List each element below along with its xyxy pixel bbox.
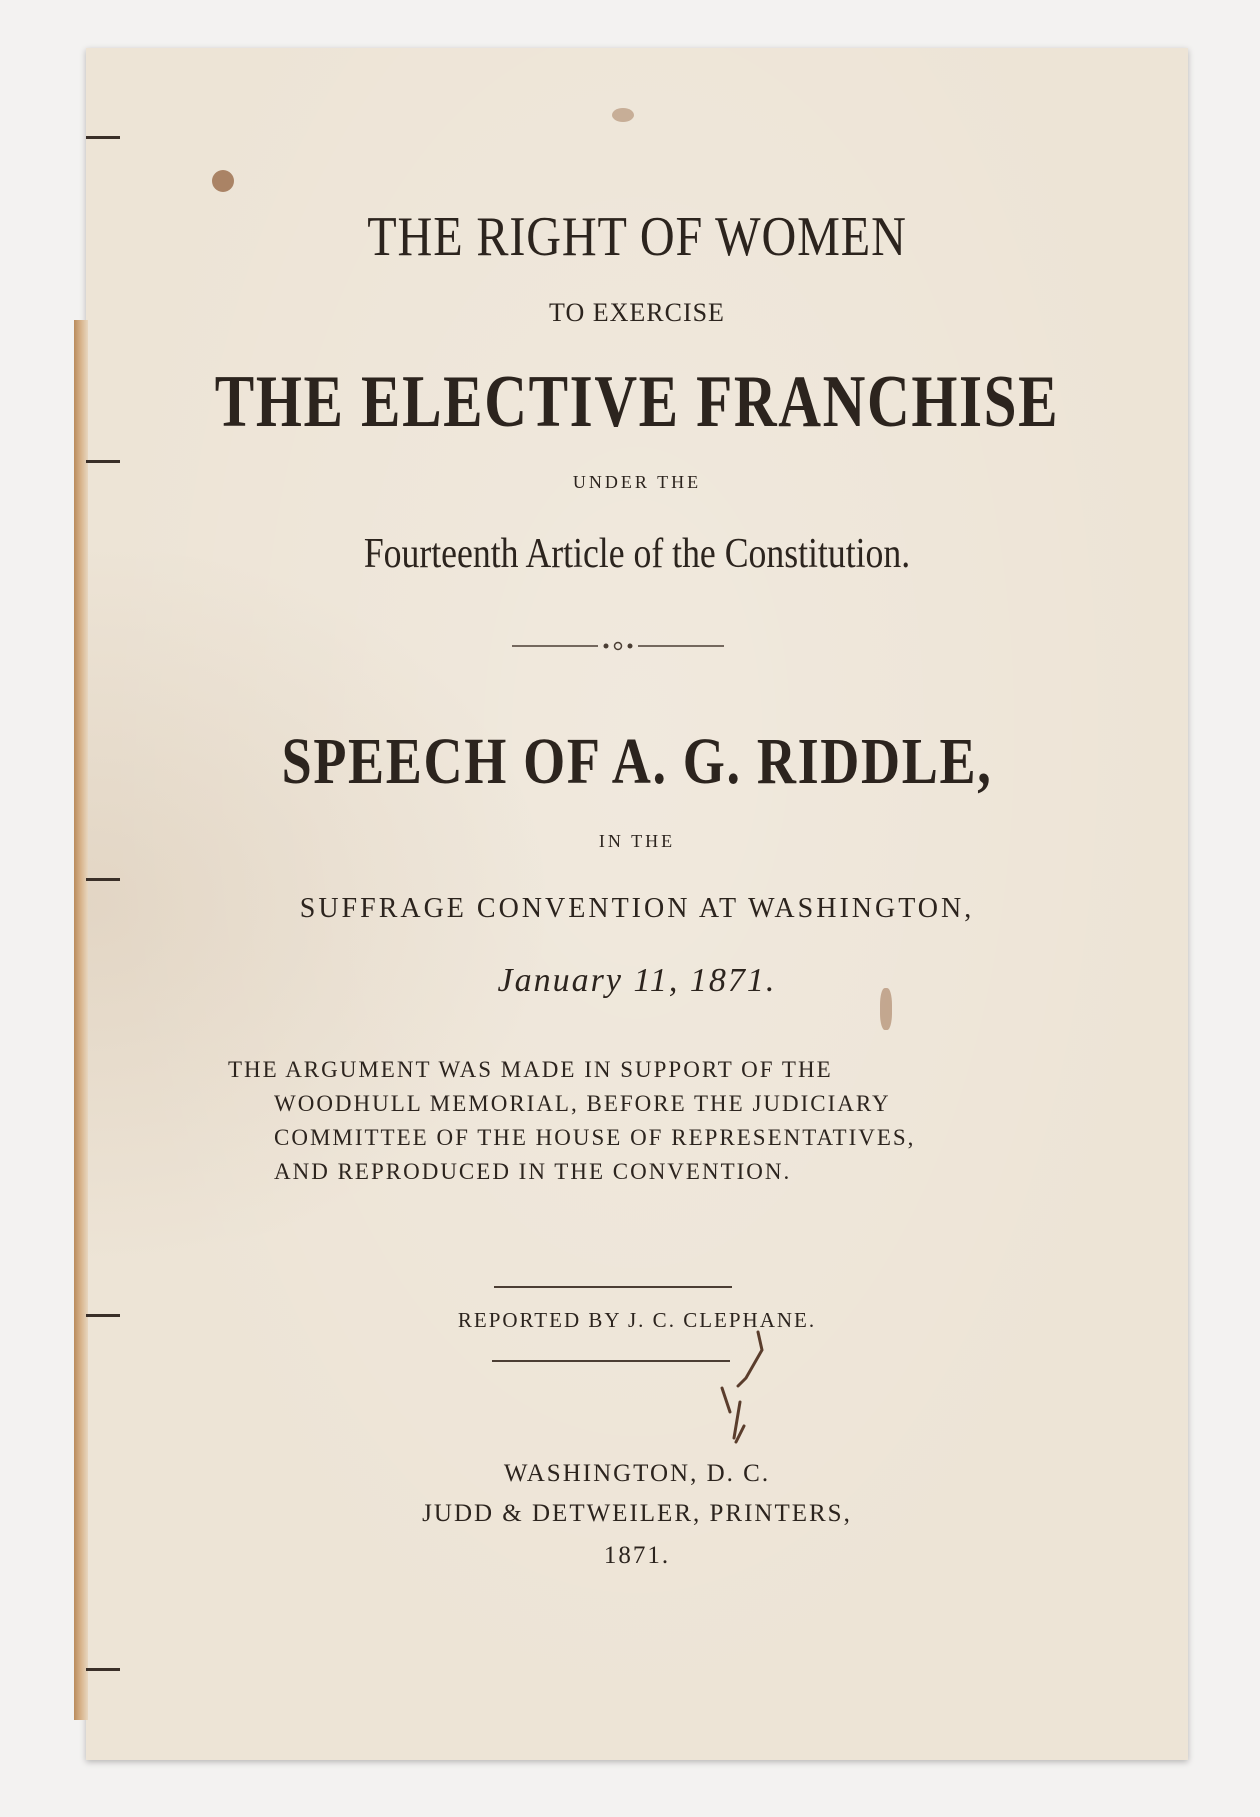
- foxing-spot: [612, 108, 634, 122]
- rule-below-reporter: [492, 1360, 730, 1362]
- argument-line: AND REPRODUCED IN THE CONVENTION.: [274, 1159, 792, 1184]
- ornamental-divider: [512, 640, 724, 652]
- binding-stitch: [86, 136, 120, 139]
- title-line-right-of-women: THE RIGHT OF WOMEN: [367, 206, 907, 268]
- in-the-line: IN THE: [598, 831, 676, 851]
- imprint-printer: JUDD & DETWEILER, PRINTERS,: [422, 1500, 852, 1527]
- title-line-elective-franchise: THE ELECTIVE FRANCHISE: [214, 361, 1060, 443]
- speech-date: January 11, 1871.: [497, 962, 777, 999]
- title-line-under-the: UNDER THE: [572, 472, 702, 492]
- rule-above-reporter: [494, 1286, 732, 1288]
- reporter-credit: REPORTED BY J. C. CLEPHANE.: [457, 1308, 817, 1332]
- title-line-fourteenth-article: Fourteenth Article of the Constitution.: [363, 531, 911, 577]
- title-line-to-exercise: TO EXERCISE: [549, 298, 725, 327]
- argument-line: WOODHULL MEMORIAL, BEFORE THE JUDICIARY: [274, 1091, 891, 1116]
- binding-stitch: [86, 1668, 120, 1671]
- binding-stitch: [86, 460, 120, 463]
- imprint-year: 1871.: [603, 1542, 671, 1569]
- handwritten-pencil-mark: [700, 1328, 780, 1458]
- imprint-place: WASHINGTON, D. C.: [503, 1460, 771, 1487]
- speech-heading: SPEECH OF A. G. RIDDLE,: [281, 725, 993, 798]
- argument-line: THE ARGUMENT WAS MADE IN SUPPORT OF THE: [228, 1057, 833, 1082]
- foxing-spot: [212, 170, 234, 192]
- binding-stitch: [86, 878, 120, 881]
- argument-note: [228, 1053, 998, 1189]
- convention-line: SUFFRAGE CONVENTION AT WASHINGTON,: [299, 893, 975, 924]
- argument-line: COMMITTEE OF THE HOUSE OF REPRESENTATIVES,: [274, 1125, 916, 1150]
